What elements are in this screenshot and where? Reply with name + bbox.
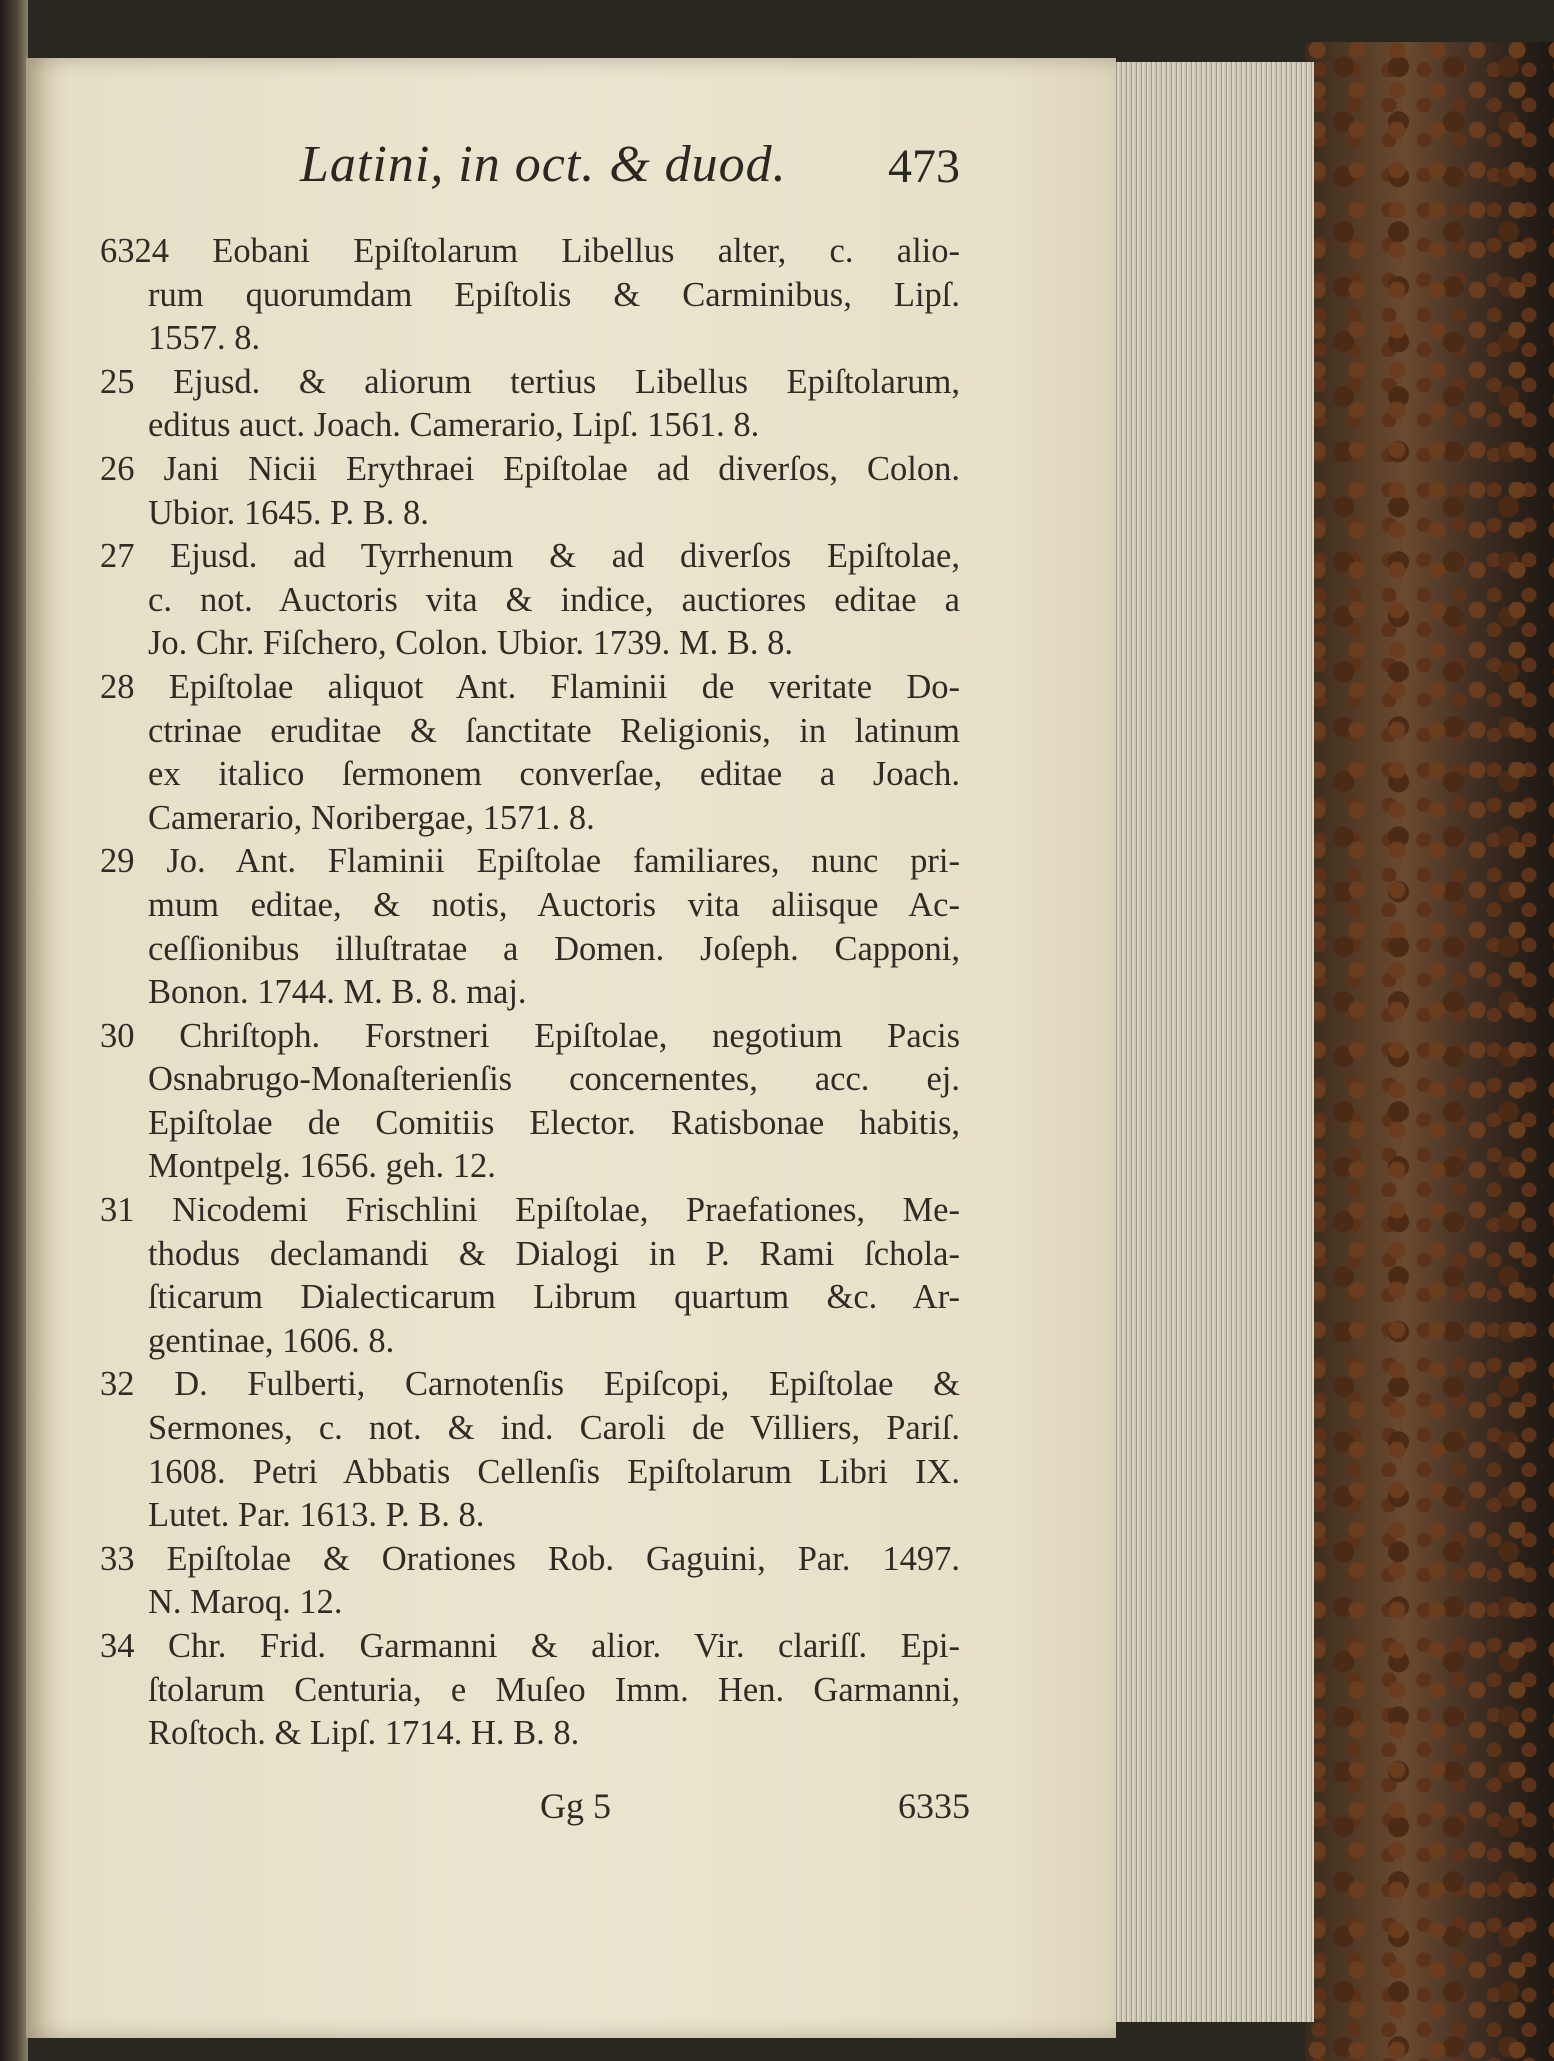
entry-line: 31 Nicodemi Frischlini Epiſtolae, Praefationes, Me- <box>100 1191 960 1230</box>
entry-line: Epiſtolae de Comitiis Elector. Ratisbonae habitis, <box>148 1103 960 1142</box>
entry-line: Roſtoch. & Lipſ. 1714. H. B. 8. <box>148 1714 580 1753</box>
entry-26 <box>100 448 960 535</box>
entry-line: 26 Jani Nicii Erythraei Epiſtolae ad diverſos, Colon. <box>100 449 960 488</box>
entry-line: 32 D. Fulberti, Carnotenſis Epiſcopi, Epiſtolae & <box>100 1365 960 1404</box>
entry-line: rum quorumdam Epiſtolis & Carminibus, Lipſ. <box>148 275 960 314</box>
entry-27 <box>100 535 960 666</box>
signature-mark: Gg 5 <box>540 1786 611 1826</box>
entry-line: Montpelg. 1656. geh. 12. <box>148 1147 496 1186</box>
entry-line: editus auct. Joach. Camerario, Lipſ. 1561. 8. <box>148 406 760 445</box>
entry-line: 33 Epiſtolae & Orationes Rob. Gaguini, Par. 1497. <box>100 1539 960 1578</box>
entry-line: thodus declamandi & Dialogi in P. Rami ſchola- <box>148 1234 960 1273</box>
entry-line: 28 Epiſtolae aliquot Ant. Flaminii de veritate Do- <box>100 667 960 706</box>
entry-line: 30 Chriſtoph. Forstneri Epiſtolae, negotium Pacis <box>100 1016 960 1055</box>
entry-line: Bonon. 1744. M. B. 8. maj. <box>148 973 527 1012</box>
entry-line: ceſſionibus illuſtratae a Domen. Joſeph. Capponi, <box>148 929 960 968</box>
entry-line: N. Maroq. 12. <box>148 1583 343 1622</box>
running-head-title: Latini, in oct. & duod. <box>300 136 787 193</box>
entry-line: ex italico ſermonem converſae, editae a Joach. <box>148 755 960 794</box>
entry-line: ſticarum Dialecticarum Librum quartum &c. Ar- <box>148 1278 960 1317</box>
entry-line: 25 Ejusd. & aliorum tertius Libellus Epiſtolarum, <box>100 362 960 401</box>
entry-line: mum editae, & notis, Auctoris vita aliisque Ac- <box>148 885 960 924</box>
entry-line: Jo. Chr. Fiſchero, Colon. Ubior. 1739. M. B. 8. <box>148 624 793 663</box>
entry-6324 <box>100 230 960 361</box>
entry-34 <box>100 1625 960 1756</box>
book-cover-right <box>1305 42 1554 2061</box>
entry-25 <box>100 361 960 448</box>
entry-line: c. not. Auctoris vita & indice, auctiores editae a <box>148 580 960 619</box>
entry-31 <box>100 1189 960 1363</box>
page-number: 473 <box>888 140 960 193</box>
entry-29 <box>100 840 960 1014</box>
entry-line: 27 Ejusd. ad Tyrrhenum & ad diverſos Epiſtolae, <box>100 537 960 576</box>
entry-32 <box>100 1363 960 1537</box>
page-footer <box>540 1785 970 1835</box>
entry-line: Sermones, c. not. & ind. Caroli de Villiers, Pariſ. <box>148 1409 960 1448</box>
catalogue-entries <box>100 230 960 1756</box>
entry-line: Lutet. Par. 1613. P. B. 8. <box>148 1496 485 1535</box>
entry-line: ctrinae eruditae & ſanctitate Religionis, in latinum <box>148 711 960 750</box>
entry-line: 1557. 8. <box>148 319 261 358</box>
catchword: 6335 <box>898 1786 970 1826</box>
entry-line: Ubior. 1645. P. B. 8. <box>148 493 429 532</box>
entry-line: 6324 Eobani Epiſtolarum Libellus alter, c. alio- <box>100 232 960 270</box>
page-edges <box>1112 62 1314 2022</box>
entry-line: 29 Jo. Ant. Flaminii Epiſtolae familiares, nunc pri- <box>100 842 960 881</box>
entry-line: 1608. Petri Abbatis Cellenſis Epiſtolarum Libri IX. <box>148 1452 960 1491</box>
entry-30 <box>100 1015 960 1189</box>
entry-33 <box>100 1538 960 1625</box>
book-board-left <box>0 0 28 2061</box>
entry-line: ſtolarum Centuria, e Muſeo Imm. Hen. Garmanni, <box>148 1670 960 1709</box>
running-head <box>300 135 1020 205</box>
entry-line: gentinae, 1606. 8. <box>148 1321 395 1360</box>
entry-line: Osnabrugo-Monaſterienſis concernentes, acc. ej. <box>148 1060 960 1099</box>
entry-line: Camerario, Noribergae, 1571. 8. <box>148 798 595 837</box>
entry-28 <box>100 666 960 840</box>
entry-line: 34 Chr. Frid. Garmanni & alior. Vir. clariſſ. Epi- <box>100 1627 960 1665</box>
